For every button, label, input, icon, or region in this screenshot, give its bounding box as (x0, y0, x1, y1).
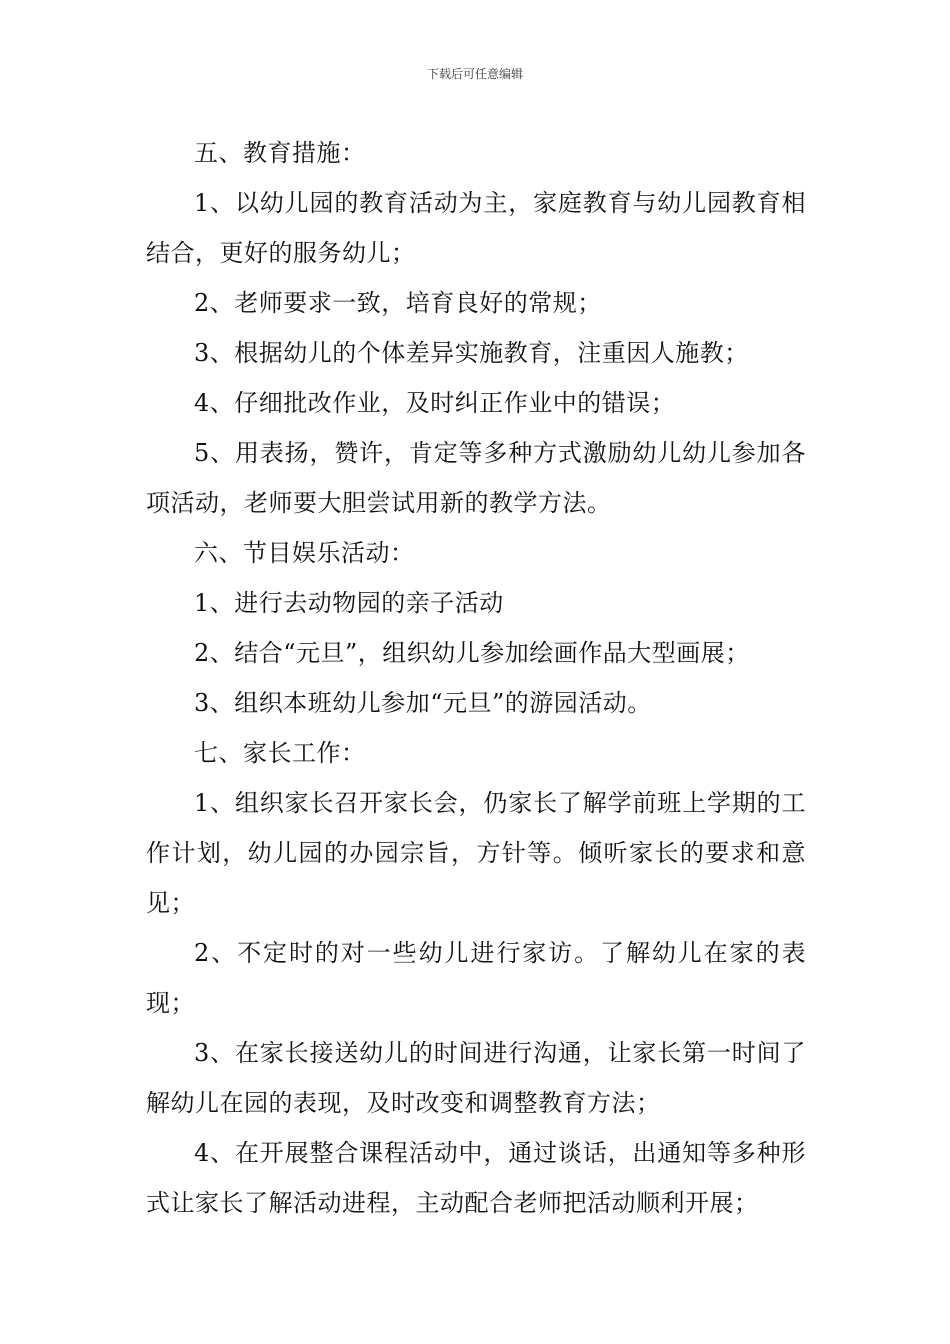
paragraph: 2、结合“元旦”，组织幼儿参加绘画作品大型画展； (194, 639, 750, 667)
paragraph: 2、不定时的对一些幼儿进行家访。了解幼儿在家的表现； (146, 939, 806, 1017)
section-heading-entertainment-activities: 六、节目娱乐活动： (194, 539, 415, 567)
paragraph: 5、用表扬，赞许，肯定等多种方式激励幼儿幼儿参加各项活动，老师要大胆尝试用新的教学方法。 (146, 439, 806, 517)
paragraph: 1、进行去动物园的亲子活动 (194, 589, 504, 617)
paragraph: 1、组织家长召开家长会，仍家长了解学前班上学期的工作计划，幼儿园的办园宗旨，方针等。倾听家长的要求和意见； (146, 789, 806, 917)
page-header-note: 下载后可任意编辑 (426, 67, 523, 81)
paragraph: 3、组织本班幼儿参加“元旦”的游园活动。 (194, 689, 652, 717)
paragraph: 2、老师要求一致，培育良好的常规； (194, 289, 602, 317)
paragraph: 3、根据幼儿的个体差异实施教育，注重因人施教； (194, 339, 749, 367)
document-body (146, 128, 806, 1228)
paragraph: 1、以幼儿园的教育活动为主，家庭教育与幼儿园教育相结合，更好的服务幼儿； (146, 189, 806, 267)
paragraph: 4、在开展整合课程活动中，通过谈话，出通知等多种形式让家长了解活动进程，主动配合老师把活动顺利开展； (146, 1139, 806, 1217)
paragraph: 3、在家长接送幼儿的时间进行沟通，让家长第一时间了解幼儿在园的表现，及时改变和调整教育方法； (146, 1039, 806, 1117)
section-heading-parent-work: 七、家长工作： (194, 739, 366, 767)
paragraph: 4、仔细批改作业，及时纠正作业中的错误； (194, 389, 676, 417)
section-heading-education-measures: 五、教育措施： (194, 139, 366, 167)
